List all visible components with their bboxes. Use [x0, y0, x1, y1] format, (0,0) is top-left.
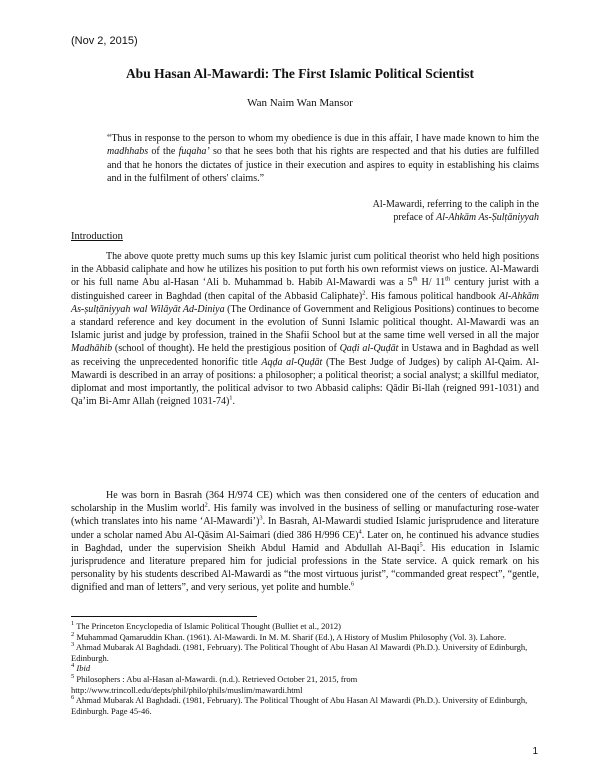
paragraph-text: (school of thought). He held the prestigious position of	[112, 343, 340, 355]
footnote-text: Ibid	[74, 663, 91, 674]
section-heading-introduction: Introduction	[71, 231, 123, 242]
quote-text: “Thus in response to the person to whom my obedience is due in this affair, I have made known to him the	[107, 133, 539, 144]
footnote-text: Philosophers : Abu al-Hasan al-Mawardi. (n.d.). Retrieved October 21, 2015, from http://www.trincoll.edu/depts/phil/philo/phils/muslim/mawardi.html	[71, 673, 358, 695]
paragraph-text: century jurist with a distinguished career in Baghdad (then capital of the Abbasid Caliphate)	[71, 277, 539, 302]
paragraph-text: in Ustawa and in Baghdad as well as receiving the unprecedented honorific title	[71, 343, 539, 368]
attribution-line-2	[373, 211, 539, 224]
paragraph-text: . In Basrah, Al-Mawardi studied Islamic jurisprudence and literature under a scholar named Abu Al-Qāsim Al-Saimari (died 386 H/996 CE)	[71, 516, 539, 541]
footnote-number: 4	[71, 662, 75, 670]
footnote-item	[71, 621, 539, 632]
page-title: Abu Hasan Al-Mawardi: The First Islamic Political Scientist	[125, 66, 475, 81]
paragraph-text: (The Best Judge of Judges) by caliph Al-Qaim. Al-Mawardi is described in an array of positions: a philosopher; a political theorist; a social analyst; a skillful mediator, diplomat and most importantly, the political advisor to two Abbasid caliphs: Qādir Bi-llah (reigned 991-1031) and Qa’im Bi-Amr Allah (reigned 1031-74)	[71, 356, 539, 408]
quote-term-madhhabs: madhhabs	[107, 146, 149, 158]
paragraph-text: He was born in Basrah (364 H/974 CE) which was then considered one of the centers of education and scholarship in the Muslim world	[71, 490, 539, 515]
footnote-list	[71, 621, 539, 716]
attribution-line-1: Al-Mawardi, referring to the caliph in the	[372, 199, 539, 210]
document-date: (Nov 2, 2015)	[71, 35, 138, 47]
epigraph-quote	[107, 132, 539, 186]
footnote-item	[71, 695, 539, 716]
footnote-number: 1	[71, 620, 75, 628]
attribution-work-title: Al-Ahkām As-Ṣulṭāniyyah	[436, 212, 539, 224]
footnote-ref[interactable]: 4	[358, 528, 362, 536]
footnote-divider	[71, 616, 257, 617]
paragraph-text: . His education in Islamic jurisprudence and literature prepared him for judicial professions in the State service. A quick remark on his personality by his students described Al-Mawardi as “the most virtuous jurist”, “commanded great respect”, “gentle, dignified and man of letters”, and very serious, yet polite and humble.	[71, 542, 539, 594]
paragraph-text: .	[232, 396, 236, 408]
quote-text: so that he sees both that his rights are respected and that his duties are fulfilled and that he honors the dictates of justice in their execution and aspires to equity in establishing his claims and in the fulfilment of others' claims.”	[107, 146, 539, 185]
term-madhahib: Madhāhib	[71, 343, 113, 355]
book-title: Al-Ahkām As-ṣulṭāniyyah wal Wilāyāt Ad-Diniya	[71, 290, 539, 315]
footnote-ref[interactable]: 2	[204, 501, 208, 509]
paragraph-text: . Later on, he continued his advance studies in Baghdad, under the supervision Sheikh Abdul Hamid and Abdullah Al-Baqi	[71, 529, 540, 554]
paragraph-text: . His famous political handbook	[365, 290, 499, 302]
footnote-item	[71, 632, 539, 643]
footnote-text: Muhammad Qamaruddin Khan. (1961). Al-Mawardi. In M. M. Sharif (Ed.), A History of Muslim Philosophy (Vol. 3). Lahore.	[74, 631, 507, 642]
paragraph-text: The above quote pretty much sums up this key Islamic jurist cum political theorist who held high positions in the Abbasid caliphate and how he utilizes his position to put forth his own reformist views on justice. Al-Mawardi or his full name Abu al-Hasan ‘Ali b. Muhammad b. Habib Al-Mawardi was a 5	[71, 251, 539, 289]
quote-attribution	[373, 198, 539, 225]
term-qadi-al-qudat: Qaḍi al-Quḍāt	[339, 343, 399, 355]
footnote-item	[71, 674, 539, 695]
footnote-number: 5	[71, 673, 75, 681]
body-paragraph-1	[71, 250, 539, 408]
footnote-text: Ahmad Mubarak Al Baghdadi. (1981, February). The Political Thought of Abu Hasan Al Mawardi (Ph.D.). University of Edinburgh, Edinburgh.	[71, 642, 528, 663]
footnote-ref[interactable]: 1	[229, 394, 233, 402]
paragraph-text: H/ 11	[417, 277, 446, 289]
footnote-text: Ahmad Mubarak Al Baghdadi. (1981, February). The Political Thought of Abu Hasan Al Mawardi (Ph.D.). University of Edinburgh, Edinburgh. Page 45-46.	[71, 695, 528, 716]
ordinal-suffix: th	[445, 276, 451, 284]
footnote-ref[interactable]: 5	[419, 541, 423, 549]
footnote-number: 2	[71, 630, 75, 638]
footnote-ref[interactable]: 3	[259, 515, 263, 523]
footnote-number: 3	[71, 641, 75, 649]
quote-term-fuqaha: fuqaha’	[178, 146, 210, 158]
paragraph-text: (The Ordinance of Government and Religious Positions) continues to become a standard reference and key document in the evolution of Sunni Islamic political thought. Al-Mawardi was an Islamic jurist and judge by profession, trained in the Shafii School but at the same time well versed in all the major	[71, 303, 539, 342]
footnote-number: 6	[71, 694, 75, 702]
ordinal-suffix: th	[412, 276, 418, 284]
footnote-text: The Princeton Encyclopedia of Islamic Political Thought (Bulliet et al., 2012)	[74, 621, 341, 631]
attribution-preface: preface of	[393, 212, 437, 224]
footnote-item	[71, 642, 539, 663]
quote-text: of the	[148, 146, 179, 158]
author-name: Wan Naim Wan Mansor	[247, 97, 353, 109]
footnote-ref[interactable]: 2	[362, 289, 366, 297]
paragraph-text: . His family was involved in the business of selling or manufacturing rose-water (which translates into his name ‘Al-Mawardi’)	[71, 503, 539, 528]
page-number: 1	[532, 746, 538, 757]
body-paragraph-2	[71, 489, 539, 595]
footnote-item	[71, 663, 539, 674]
footnote-ref[interactable]: 6	[350, 581, 355, 589]
term-aqda-al-qudat: Aqḍa al-Quḍāt	[261, 356, 323, 368]
